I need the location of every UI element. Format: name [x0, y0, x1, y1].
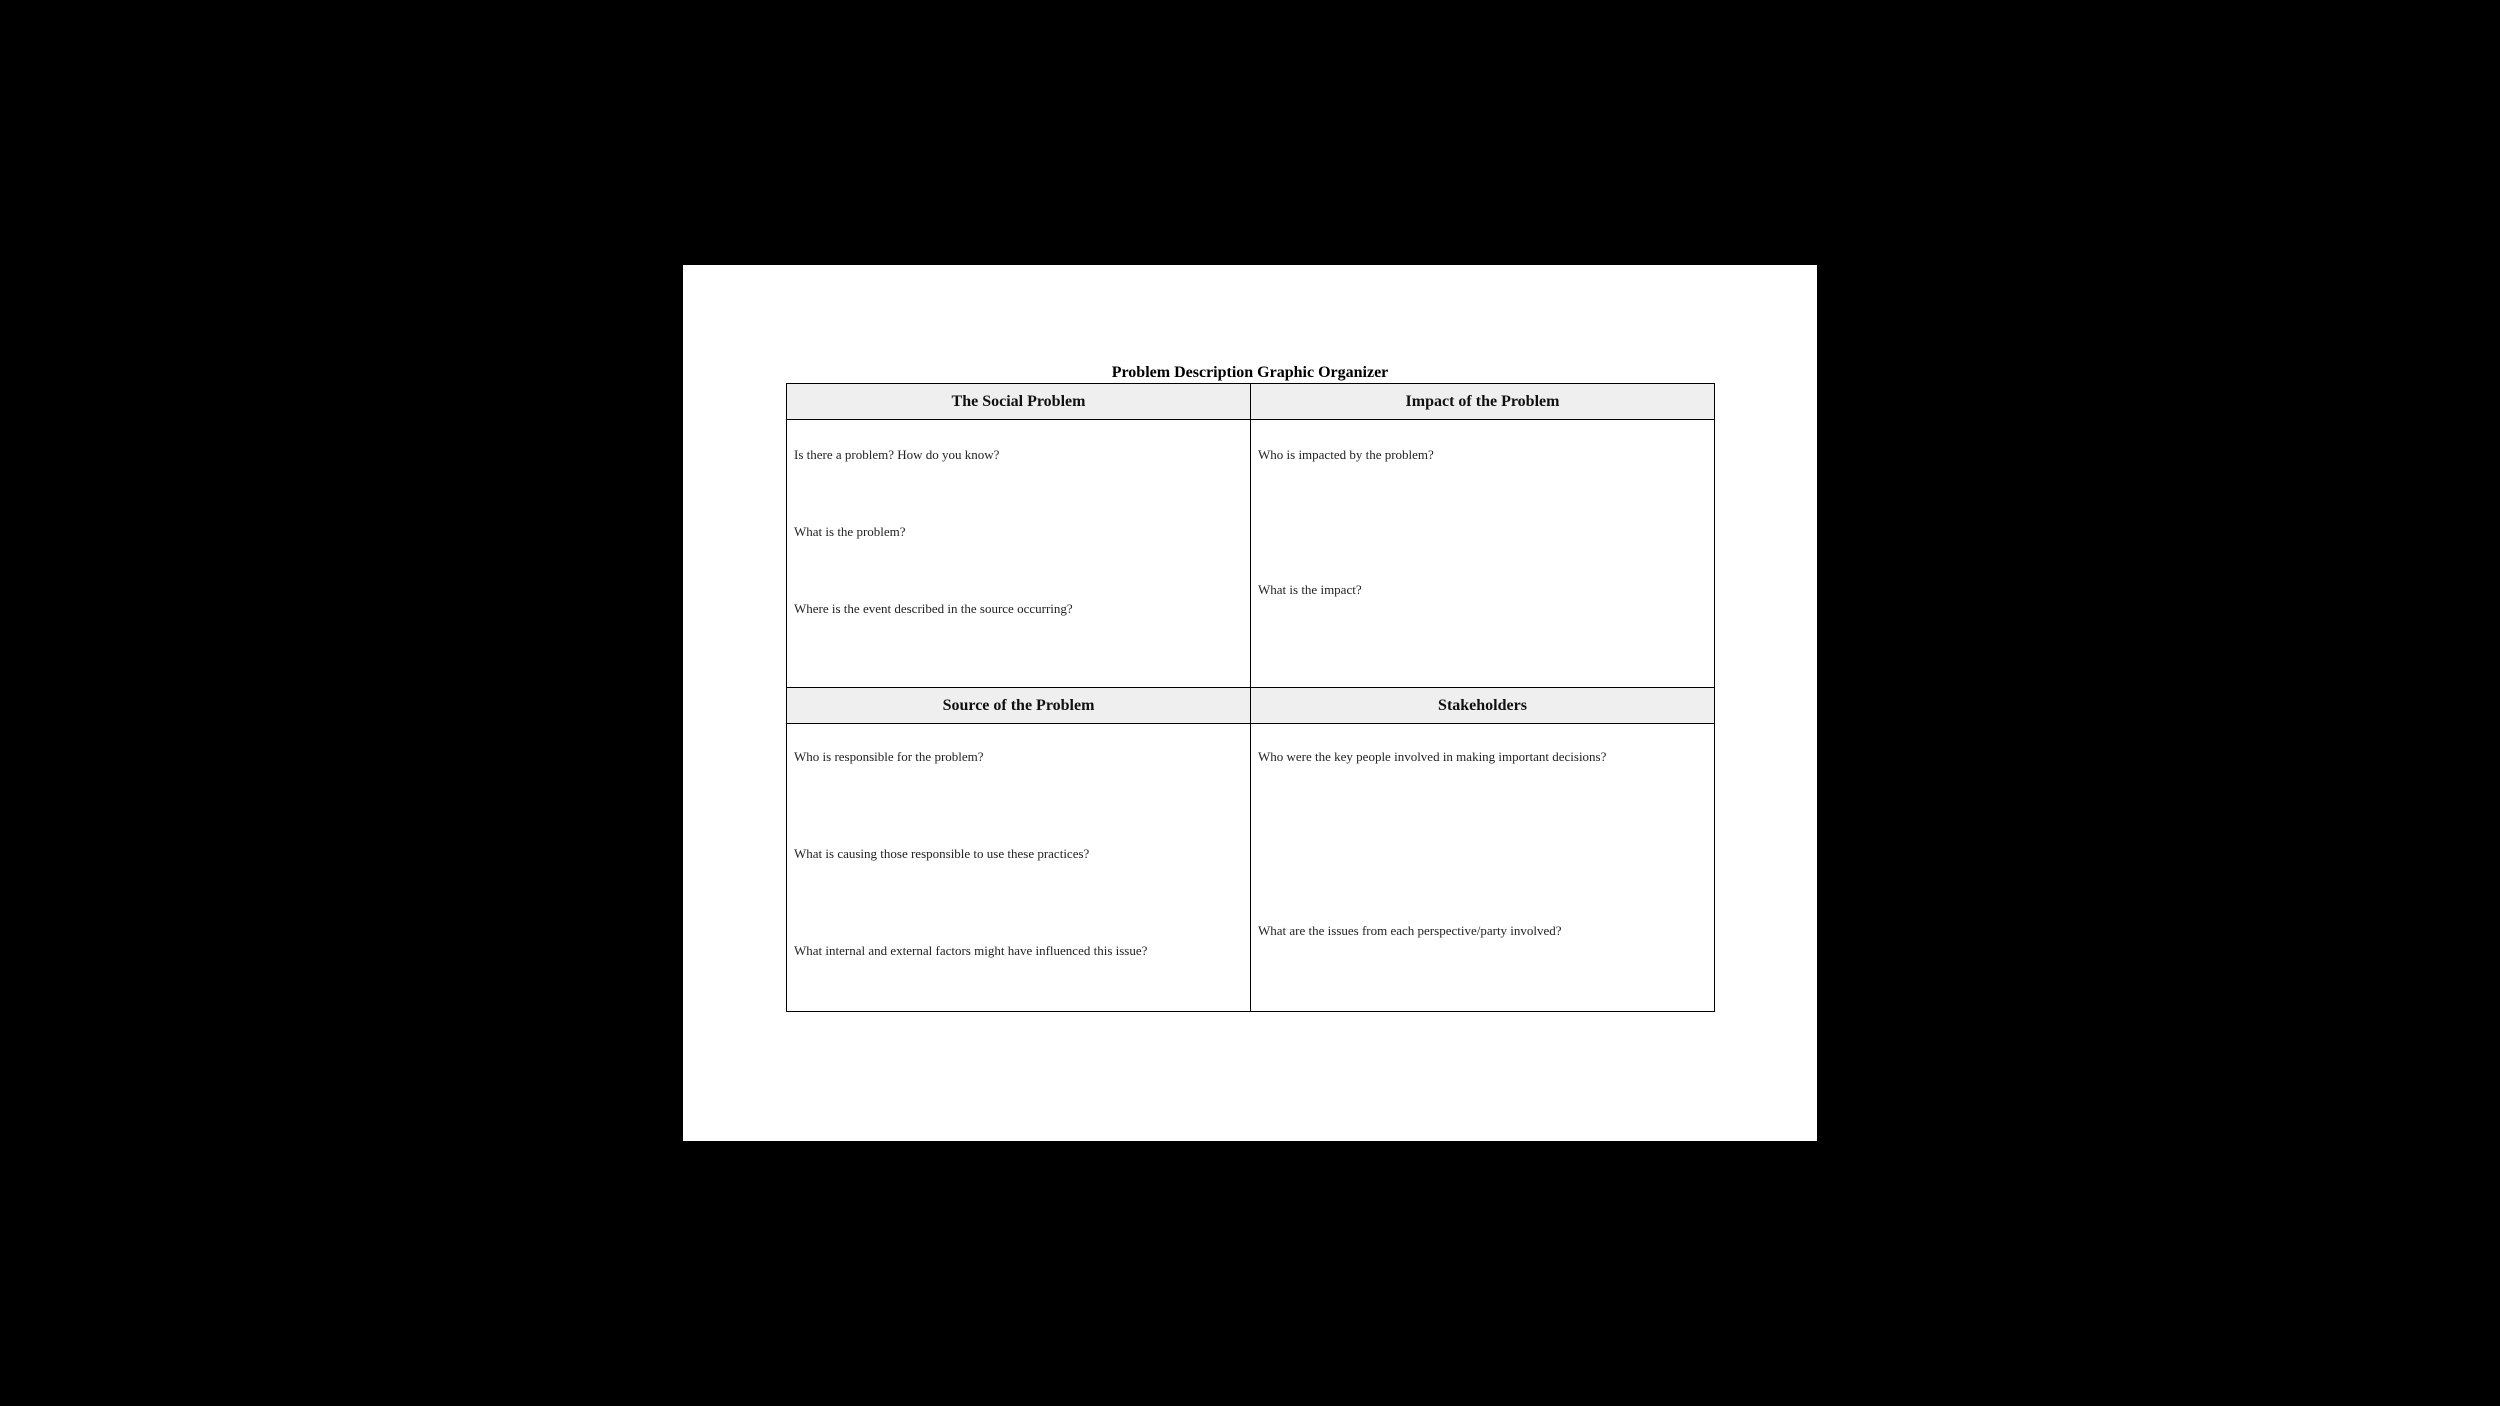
prompt-text: Who were the key people involved in making important decisions? — [1258, 749, 1607, 764]
prompt-text: Where is the event described in the source occurring? — [794, 601, 1073, 616]
prompt-text: Who is responsible for the problem? — [794, 749, 984, 764]
quadrant-impact — [1251, 384, 1714, 688]
quadrant-source — [787, 688, 1251, 1011]
document-page — [683, 265, 1817, 1141]
prompt-text: What is causing those responsible to use these practices? — [794, 846, 1090, 861]
quadrant-heading: Impact of the Problem — [1251, 384, 1714, 420]
prompt-text: What internal and external factors might have influenced this issue? — [794, 943, 1148, 958]
quadrant-heading: The Social Problem — [787, 384, 1250, 420]
quadrant-social-problem — [787, 384, 1251, 688]
quadrant-heading: Source of the Problem — [787, 688, 1250, 724]
prompt-text: What is the impact? — [1258, 582, 1362, 597]
prompt-text: Is there a problem? How do you know? — [794, 447, 1000, 462]
prompt-text: What are the issues from each perspective/party involved? — [1258, 923, 1562, 938]
quadrant-heading: Stakeholders — [1251, 688, 1714, 724]
prompt-text: Who is impacted by the problem? — [1258, 447, 1434, 462]
prompt-text: What is the problem? — [794, 524, 906, 539]
graphic-organizer-table — [786, 383, 1715, 1012]
document-title: Problem Description Graphic Organizer — [1111, 364, 1389, 381]
quadrant-stakeholders — [1251, 688, 1714, 1011]
